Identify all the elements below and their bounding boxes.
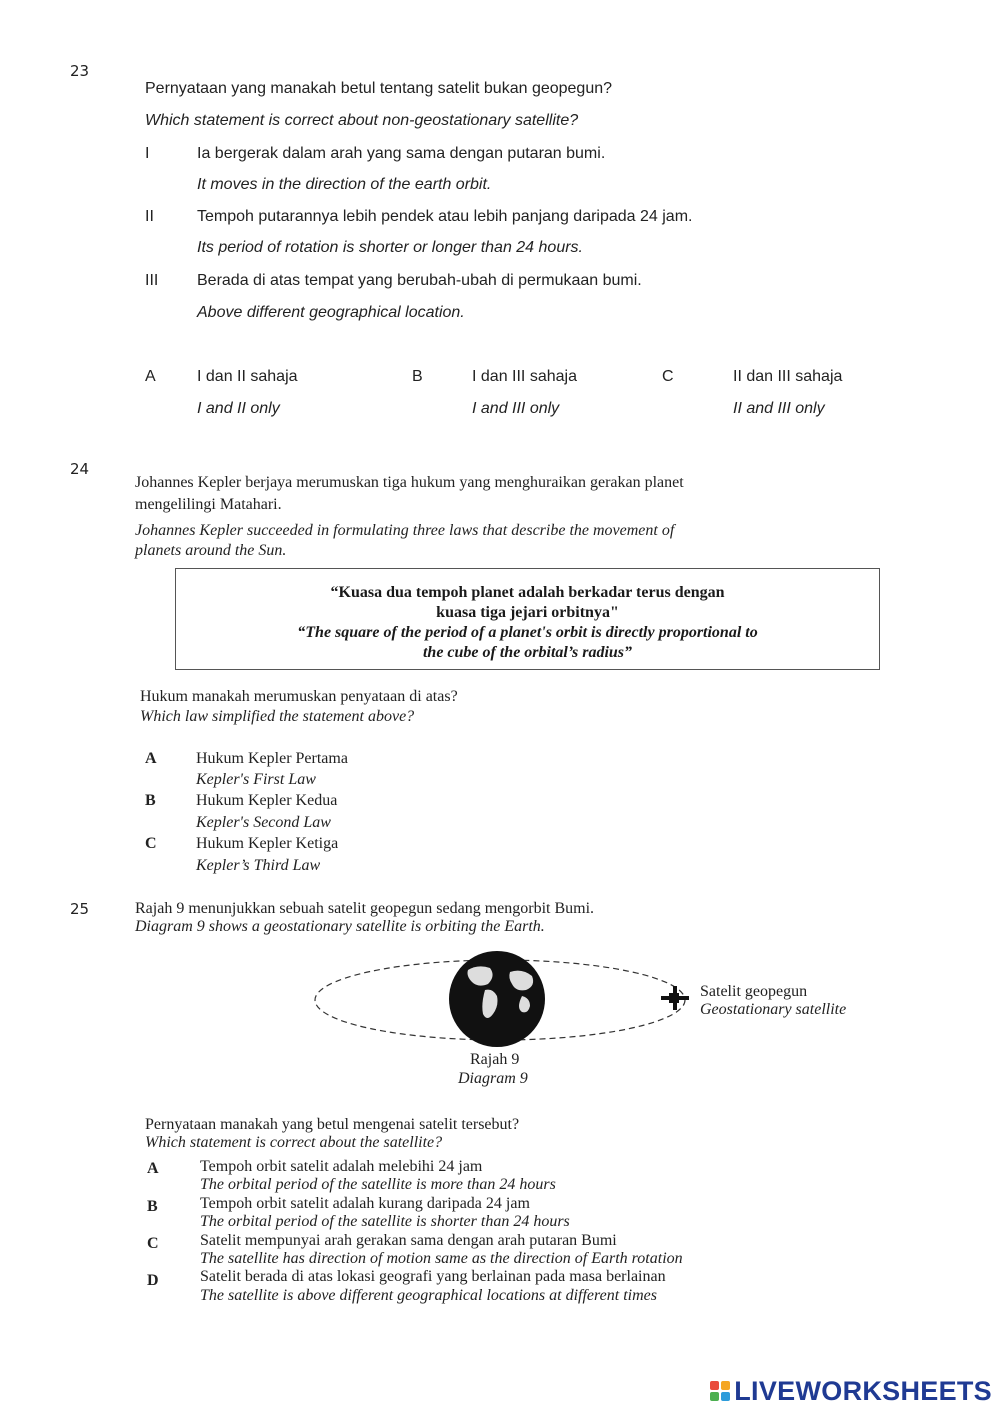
quote-ms-line2: kuasa tiga jejari orbitnya": [436, 604, 619, 621]
q24-option-b-en[interactable]: Kepler's Second Law: [196, 814, 331, 831]
q23-roman-3: III: [145, 272, 159, 289]
quote-en-line2: the cube of the orbital’s radius”: [422, 644, 633, 661]
q24-option-c-letter[interactable]: C: [145, 835, 157, 852]
q25-option-c-ms[interactable]: Satelit mempunyai arah gerakan sama dengan arah putaran Bumi: [200, 1232, 617, 1249]
q24-option-a-en[interactable]: Kepler's First Law: [196, 771, 316, 788]
q23-option-c-letter[interactable]: C: [662, 368, 674, 385]
q23-statement-2-ms: Tempoh putarannya lebih pendek atau lebih panjang daripada 24 jam.: [197, 208, 693, 225]
q25-ask-ms: Pernyataan manakah yang betul mengenai satelit tersebut?: [145, 1116, 520, 1133]
q23-statement-1-ms: Ia bergerak dalam arah yang sama dengan putaran bumi.: [197, 145, 606, 162]
q23-roman-2: II: [145, 208, 154, 225]
q25-option-d-letter[interactable]: D: [147, 1272, 159, 1289]
liveworksheets-logo-icon: [710, 1381, 730, 1401]
q23-option-b-en[interactable]: I and III only: [472, 400, 560, 417]
q23-statement-3-en: Above different geographical location.: [197, 304, 465, 321]
q24-intro-en-line1: Johannes Kepler succeeded in formulating three laws that describe the movement of: [135, 522, 675, 539]
q24-option-a-letter[interactable]: A: [145, 750, 157, 767]
quote-en-line1: “The square of the period of a planet's orbit is directly proportional to: [297, 624, 758, 641]
q25-option-a-en[interactable]: The orbital period of the satellite is more than 24 hours: [200, 1176, 556, 1193]
q24-option-c-en[interactable]: Kepler’s Third Law: [196, 857, 321, 874]
quote-ms-line1: “Kuasa dua tempoh planet adalah berkadar terus dengan: [330, 584, 725, 601]
kepler-law-quote-box: [175, 568, 880, 670]
satellite-label-en: Geostationary satellite: [700, 1001, 847, 1018]
question-number-25: 25: [70, 900, 90, 918]
liveworksheets-logo[interactable]: [710, 1375, 992, 1407]
q23-statement-3-ms: Berada di atas tempat yang berubah-ubah di permukaan bumi.: [197, 272, 642, 289]
q25-option-c-letter[interactable]: C: [147, 1235, 159, 1252]
q23-roman-1: I: [145, 145, 150, 162]
q24-option-a-ms[interactable]: Hukum Kepler Pertama: [196, 750, 348, 767]
q23-option-a-letter[interactable]: A: [145, 368, 156, 385]
logo-text: LIVEWORKSHEETS: [734, 1375, 992, 1406]
q23-option-a-en[interactable]: I and II only: [197, 400, 280, 417]
q24-option-c-ms[interactable]: Hukum Kepler Ketiga: [196, 835, 339, 852]
q25-option-b-ms[interactable]: Tempoh orbit satelit adalah kurang daripada 24 jam: [200, 1195, 530, 1212]
q24-ask-ms: Hukum manakah merumuskan penyataan di atas?: [140, 688, 458, 705]
earth-globe-icon: [449, 951, 545, 1047]
q24-intro-ms-line2: mengelilingi Matahari.: [135, 496, 282, 513]
question-number-23: 23: [70, 62, 90, 80]
q23-option-c-en[interactable]: II and III only: [733, 400, 825, 417]
q23-option-c-ms[interactable]: II dan III sahaja: [733, 368, 843, 385]
diagram-caption-en: Diagram 9: [458, 1070, 528, 1087]
q23-option-b-letter[interactable]: B: [412, 368, 423, 385]
q24-ask-en: Which law simplified the statement above?: [140, 708, 415, 725]
q24-option-b-ms[interactable]: Hukum Kepler Kedua: [196, 792, 338, 809]
q23-statement-1-en: It moves in the direction of the earth orbit.: [197, 176, 492, 193]
q23-stem-ms: Pernyataan yang manakah betul tentang satelit bukan geopegun?: [145, 80, 613, 97]
diagram-9-orbit: [300, 950, 720, 1050]
q24-intro-ms-line1: Johannes Kepler berjaya merumuskan tiga hukum yang menghuraikan gerakan planet: [135, 474, 684, 491]
q23-stem-en: Which statement is correct about non-geostationary satellite?: [145, 112, 579, 129]
q24-intro-en-line2: planets around the Sun.: [135, 542, 287, 559]
q25-option-d-ms[interactable]: Satelit berada di atas lokasi geografi yang berlainan pada masa berlainan: [200, 1268, 666, 1285]
q25-option-a-letter[interactable]: A: [147, 1160, 159, 1177]
q25-option-b-letter[interactable]: B: [147, 1198, 158, 1215]
satellite-label-ms: Satelit geopegun: [700, 983, 808, 1000]
q23-option-b-ms[interactable]: I dan III sahaja: [472, 368, 577, 385]
q25-option-c-en[interactable]: The satellite has direction of motion same as the direction of Earth rotation: [200, 1250, 683, 1267]
q25-intro-en: Diagram 9 shows a geostationary satellite is orbiting the Earth.: [135, 918, 545, 935]
q25-option-d-en[interactable]: The satellite is above different geographical locations at different times: [200, 1287, 657, 1304]
question-number-24: 24: [70, 460, 90, 478]
q23-option-a-ms[interactable]: I dan II sahaja: [197, 368, 298, 385]
q25-intro-ms: Rajah 9 menunjukkan sebuah satelit geopegun sedang mengorbit Bumi.: [135, 900, 595, 917]
q25-option-b-en[interactable]: The orbital period of the satellite is shorter than 24 hours: [200, 1213, 570, 1230]
q25-option-a-ms[interactable]: Tempoh orbit satelit adalah melebihi 24 jam: [200, 1158, 483, 1175]
q23-statement-2-en: Its period of rotation is shorter or longer than 24 hours.: [197, 239, 583, 256]
satellite-icon: [661, 986, 689, 1010]
q24-option-b-letter[interactable]: B: [145, 792, 156, 809]
q25-ask-en: Which statement is correct about the satellite?: [145, 1134, 443, 1151]
diagram-caption-ms: Rajah 9: [470, 1051, 520, 1068]
